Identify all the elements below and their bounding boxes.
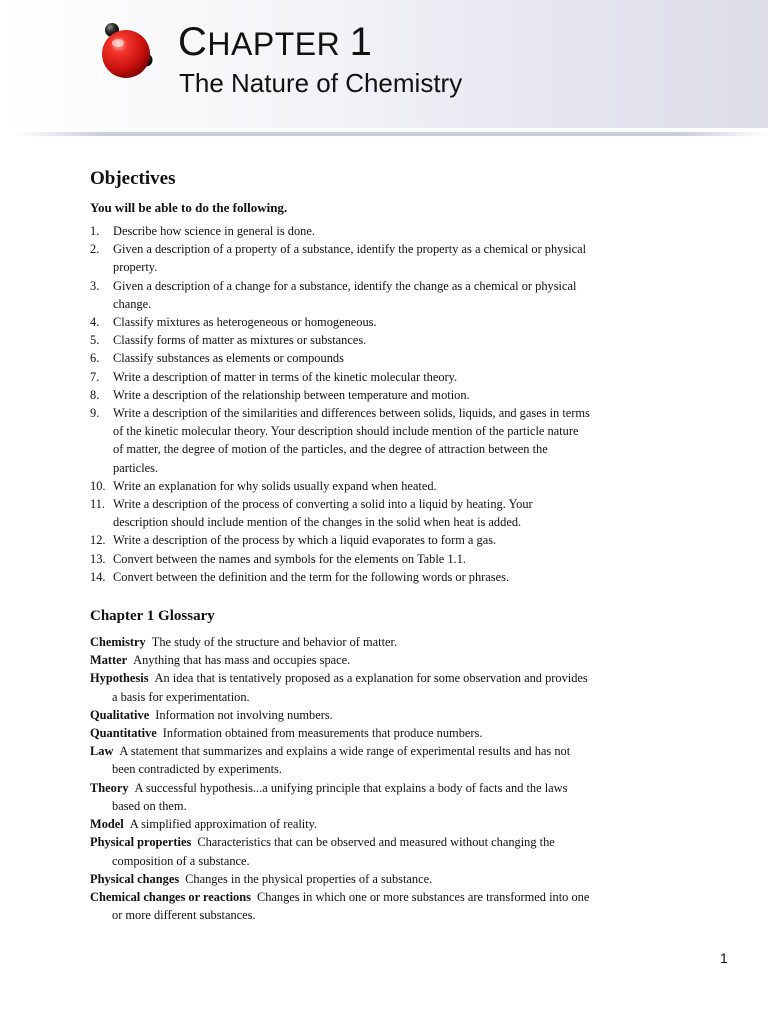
objective-text: Write an explanation for why solids usually expand when heated.: [113, 478, 437, 493]
glossary-definition: A successful hypothesis...a unifying principle that explains a body of facts and the laws based on them.: [112, 780, 568, 813]
glossary-term: Law: [90, 744, 114, 759]
objective-number: 12.: [90, 533, 106, 548]
chapter-label-initial: C: [178, 20, 208, 64]
objectives-heading: Objectives: [90, 168, 176, 189]
glossary-entry: [90, 742, 590, 778]
objective-item: [90, 313, 590, 331]
glossary-term: Matter: [90, 653, 128, 668]
glossary-definition: The study of the structure and behavior of matter.: [151, 635, 398, 650]
glossary-definition: Changes in the physical properties of a substance.: [185, 871, 433, 886]
objective-number: 2.: [90, 242, 100, 257]
objective-item: [90, 404, 590, 477]
objectives-list: [90, 222, 590, 586]
objective-text: Classify substances as elements or compounds: [113, 351, 344, 366]
glossary-entry: [90, 669, 590, 705]
objective-number: 6.: [90, 351, 100, 366]
objective-item: [90, 477, 590, 495]
objective-text: Classify forms of matter as mixtures or substances.: [113, 333, 367, 348]
objective-number: 10.: [90, 478, 106, 493]
objective-number: 11.: [90, 497, 106, 512]
glossary-list: [90, 633, 590, 924]
objective-item: [90, 331, 590, 349]
objective-text: Given a description of a property of a substance, identify the property as a chemical or physical property.: [113, 242, 587, 275]
objective-number: 13.: [90, 551, 106, 566]
glossary-definition: A simplified approximation of reality.: [129, 817, 318, 832]
objective-text: Write a description of the similarities and differences between solids, liquids, and gases in terms of the kinetic molecular theory. Your description should include mention of the particle nature of matter, the degree of motion of the particles, and the degree of attraction between the particles.: [113, 406, 590, 475]
glossary-definition: Information obtained from measurements that produce numbers.: [162, 726, 483, 741]
glossary-entry: [90, 833, 590, 869]
glossary-entry: [90, 888, 590, 924]
glossary-term: Theory: [90, 780, 129, 795]
glossary-entry: [90, 870, 590, 888]
glossary-entry: [90, 633, 590, 651]
objective-text: Write a description of matter in terms of the kinetic molecular theory.: [113, 369, 458, 384]
glossary-entry: [90, 706, 590, 724]
objective-text: Convert between the definition and the term for the following words or phrases.: [113, 569, 510, 584]
objective-number: 5.: [90, 333, 100, 348]
objective-number: 3.: [90, 278, 100, 293]
objective-number: 14.: [90, 569, 106, 584]
objective-item: [90, 386, 590, 404]
objective-text: Convert between the names and symbols for the elements on Table 1.1.: [113, 551, 466, 566]
objective-item: [90, 568, 590, 586]
glossary-definition: A statement that summarizes and explains a wide range of experimental results and has not been contradicted by experiments.: [112, 744, 571, 777]
objective-item: [90, 277, 590, 313]
chapter-label: [178, 20, 372, 65]
objective-item: [90, 240, 590, 276]
objective-text: Write a description of the process of converting a solid into a liquid by heating. Your description should include mention of the changes in the solid when heat is added.: [113, 497, 533, 530]
glossary-definition: Anything that has mass and occupies space.: [133, 653, 351, 668]
glossary-term: Chemical changes or reactions: [90, 889, 251, 904]
glossary-term: Chemistry: [90, 635, 146, 650]
glossary-term: Qualitative: [90, 707, 150, 722]
header-divider: [14, 132, 768, 136]
objective-text: Write a description of the process by which a liquid evaporates to form a gas.: [113, 533, 497, 548]
objective-item: [90, 550, 590, 568]
glossary-term: Model: [90, 817, 124, 832]
page-number: 1: [720, 950, 728, 966]
glossary-term: Quantitative: [90, 726, 157, 741]
objective-number: 7.: [90, 369, 100, 384]
objective-number: 8.: [90, 387, 100, 402]
objective-item: [90, 222, 590, 240]
objective-text: Describe how science in general is done.: [113, 224, 315, 238]
glossary-definition: Changes in which one or more substances are transformed into one or more different substances.: [112, 889, 590, 923]
molecule-icon: [96, 20, 160, 84]
objective-item: [90, 349, 590, 367]
objective-number: 9.: [90, 406, 100, 421]
glossary-entry: [90, 651, 590, 669]
objective-item: [90, 368, 590, 386]
chapter-number: 1: [349, 20, 373, 64]
glossary-heading: Chapter 1 Glossary: [90, 608, 215, 625]
glossary-entry: [90, 779, 590, 815]
objectives-lead: You will be able to do the following.: [90, 200, 288, 215]
objective-item: [90, 495, 590, 531]
glossary-definition: An idea that is tentatively proposed as a explanation for some observation and provides a basis for experimentation.: [112, 671, 588, 704]
page-content: [90, 168, 590, 924]
chapter-title: The Nature of Chemistry: [179, 68, 463, 98]
objective-text: Write a description of the relationship between temperature and motion.: [113, 387, 470, 402]
glossary-term: Physical changes: [90, 871, 180, 886]
glossary-entry: [90, 815, 590, 833]
objective-number: 4.: [90, 315, 100, 330]
glossary-definition: Information not involving numbers.: [155, 707, 333, 722]
objective-item: [90, 531, 590, 549]
glossary-definition: Characteristics that can be observed and measured without changing the composition of a substance.: [112, 835, 555, 868]
glossary-term: Hypothesis: [90, 671, 149, 686]
chapter-label-rest: HAPTER: [207, 26, 341, 62]
objective-number: 1.: [90, 224, 100, 238]
objective-text: Classify mixtures as heterogeneous or homogeneous.: [113, 315, 377, 330]
glossary-term: Physical properties: [90, 835, 192, 850]
objective-text: Given a description of a change for a substance, identify the change as a chemical or physical change.: [113, 278, 577, 311]
glossary-entry: [90, 724, 590, 742]
